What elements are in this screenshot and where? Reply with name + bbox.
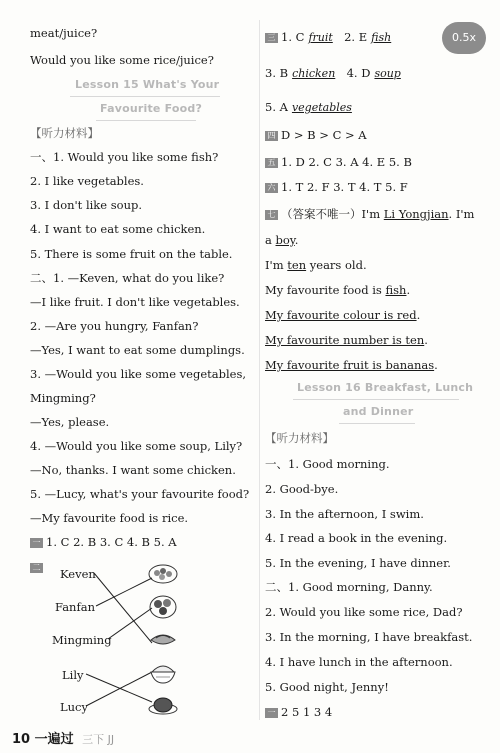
section-number-badge: 一	[30, 538, 43, 548]
text-line: My favourite colour is red.	[265, 308, 421, 322]
fruit-icon	[148, 628, 178, 650]
handwritten-answer: soup	[374, 67, 401, 80]
lesson-underline	[339, 423, 415, 424]
match-lines	[30, 560, 258, 725]
lesson-underline	[96, 120, 196, 121]
listening-line: 3. In the morning, I have breakfast.	[265, 630, 473, 644]
text-line: a boy.	[265, 233, 299, 247]
section-number-badge: 七	[265, 210, 278, 220]
listening-line: 5. —Lucy, what's your favourite food?	[30, 487, 250, 501]
answers-section-1	[30, 535, 177, 549]
lesson-underline	[70, 96, 220, 97]
listening-line: 5. Good night, Jenny!	[265, 680, 389, 694]
listening-line: 4. I read a book in the evening.	[265, 531, 448, 545]
listening-line: 4. I want to eat some chicken.	[30, 222, 206, 236]
lesson-underline	[293, 399, 459, 400]
page-number: 10	[12, 732, 31, 747]
listening-line: 2. Good-bye.	[265, 482, 339, 496]
text-line: Would you like some rice/juice?	[30, 53, 214, 67]
lesson-16-title-line2: and Dinner	[343, 405, 414, 418]
section-number-badge: 六	[265, 183, 278, 193]
brand-logo: 一遍过	[34, 732, 74, 747]
answers-section-3-row1: 三 1. C fruit 2. E fish	[265, 30, 395, 45]
section-number-badge: 一	[265, 708, 278, 718]
listening-line: 一、1. Good morning.	[265, 457, 390, 471]
listening-line: 5. In the evening, I have dinner.	[265, 556, 451, 570]
text-line: meat/juice?	[30, 26, 98, 40]
listening-line: Mingming?	[30, 391, 96, 405]
match-line	[86, 672, 152, 706]
handwritten-answer: vegetables	[291, 101, 352, 114]
handwritten-answer: fish	[371, 31, 392, 44]
section-number-badge: 四	[265, 131, 278, 141]
text-line: My favourite fruit is bananas.	[265, 358, 438, 372]
listening-line: 5. There is some fruit on the table.	[30, 247, 233, 261]
match-line	[86, 674, 152, 702]
listening-label: 【听力材料】	[30, 126, 99, 140]
listening-line: —No, thanks. I want some chicken.	[30, 463, 236, 477]
listening-label: 【听力材料】	[265, 431, 334, 445]
handwritten-answer: fruit	[308, 31, 333, 44]
answers-section-4: 四 D > B > C > A	[265, 128, 367, 142]
rice-bowl-icon	[148, 660, 178, 686]
zoom-badge[interactable]: 0.5x	[442, 22, 486, 54]
listening-line: 3. I don't like soup.	[30, 198, 142, 212]
section-number-badge: 五	[265, 158, 278, 168]
column-divider	[259, 20, 260, 720]
answers-section-5: 五 1. D 2. C 3. A 4. E 5. B	[265, 155, 412, 169]
answers-section-7: 七 （答案不唯一）I'm Li Yongjian. I'm	[265, 207, 474, 221]
answers-section-3-row3: 5. A vegetables	[265, 100, 356, 115]
match-name-mingming: Mingming	[52, 633, 112, 647]
listening-line: —Yes, I want to eat some dumplings.	[30, 343, 245, 357]
text-line: I'm ten years old.	[265, 258, 367, 272]
listening-line: 2. Would you like some rice, Dad?	[265, 605, 463, 619]
listening-line: 二、1. Good morning, Danny.	[265, 580, 433, 594]
listening-line: 2. —Are you hungry, Fanfan?	[30, 319, 199, 333]
listening-line: 3. In the afternoon, I swim.	[265, 507, 424, 521]
answers-section-3-row2: 3. B chicken 4. D soup	[265, 66, 405, 81]
lesson-15-title-line1: Lesson 15 What's Your	[75, 78, 220, 91]
answers-last-section: 一 2 5 1 3 4	[265, 705, 332, 719]
lesson-16-title-line1: Lesson 16 Breakfast, Lunch	[297, 381, 474, 394]
listening-line: 3. —Would you like some vegetables,	[30, 367, 247, 381]
listening-line: 4. I have lunch in the afternoon.	[265, 655, 453, 669]
dumplings-icon	[148, 562, 178, 584]
match-line	[96, 578, 152, 606]
lesson-15-title-line2: Favourite Food?	[100, 102, 203, 115]
section-number-badge: 二	[30, 563, 43, 573]
listening-line: —My favourite food is rice.	[30, 511, 189, 525]
match-line	[94, 573, 152, 643]
grade-label: 三下 JJ	[82, 733, 115, 746]
answers-text: 1. C 2. B 3. C 4. B 5. A	[46, 535, 177, 549]
handwritten-answer: chicken	[292, 67, 336, 80]
listening-line: 4. —Would you like some soup, Lily?	[30, 439, 243, 453]
vegetables-icon	[148, 594, 178, 620]
page-footer	[12, 728, 114, 747]
match-name-keven: Keven	[60, 567, 96, 581]
text-line: My favourite food is fish.	[265, 283, 411, 297]
match-name-fanfan: Fanfan	[55, 600, 95, 614]
listening-line: 一、1. Would you like some fish?	[30, 150, 219, 164]
match-name-lily: Lily	[62, 668, 84, 682]
chicken-icon	[148, 694, 178, 716]
section-number-badge: 三	[265, 33, 278, 43]
listening-line: 2. I like vegetables.	[30, 174, 144, 188]
answers-section-6: 六 1. T 2. F 3. T 4. T 5. F	[265, 180, 408, 194]
listening-line: —Yes, please.	[30, 415, 110, 429]
listening-line: 二、1. —Keven, what do you like?	[30, 271, 225, 285]
match-name-lucy: Lucy	[60, 700, 88, 714]
listening-line: —I like fruit. I don't like vegetables.	[30, 295, 240, 309]
text-line: My favourite number is ten.	[265, 333, 428, 347]
